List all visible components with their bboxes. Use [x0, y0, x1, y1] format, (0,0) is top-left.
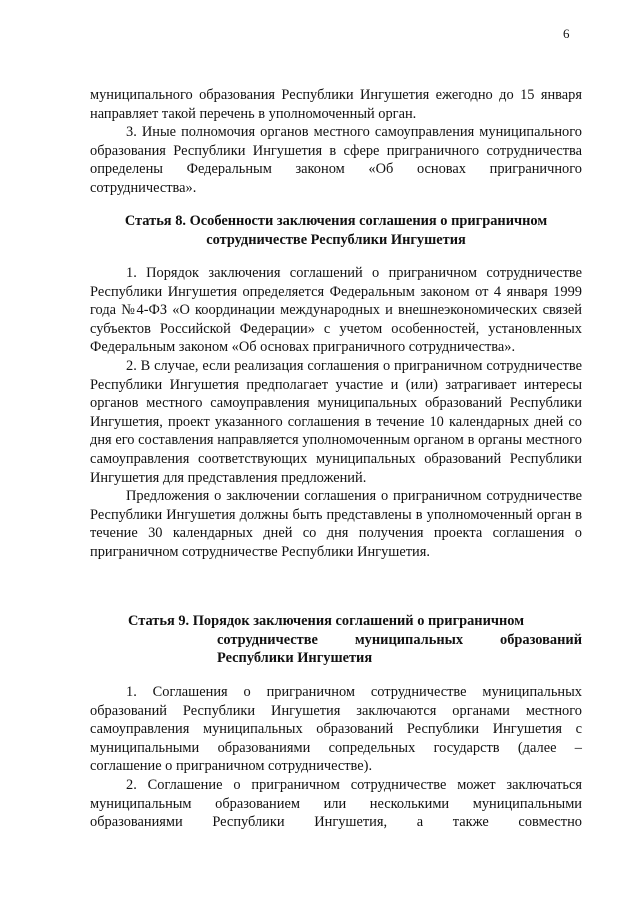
top-text-block [90, 86, 582, 198]
paragraph-item-3: 3. Иные полномочия органов местного самоуправления муниципального образования Республики Ингушетия в сфере приграничного сотрудничества определены Федеральным законом «Об основах приграничного сотрудничества». [90, 124, 582, 196]
page-number: 6 [563, 26, 570, 41]
article-9-body [90, 683, 582, 832]
article-9-heading-line-2: сотрудничестве муниципальных образований [217, 631, 582, 648]
article-8-paragraph-2: 2. В случае, если реализация соглашения о приграничном сотрудничестве Республики Ингушетия предполагает участие и (или) затрагивает интересы органов местного самоуправления муниципальных образований Республики Ингушетия, проект указанного соглашения в течение 10 календарных дней со дня его составления направляется уполномоченным органом в органы местного самоуправления соответствующих муниципальных образований Республики Ингушетия для представления предложений. [90, 357, 582, 486]
article-8-body [90, 264, 582, 562]
article-9-heading-line-1: Статья 9. Порядок заключения соглашений о приграничном [128, 613, 525, 629]
article-8-paragraph-3: Предложения о заключении соглашения о приграничном сотрудничестве Республики Ингушетия должны быть представлены в уполномоченный орган в течение 30 календарных дней со дня получения проекта соглашения о приграничном сотрудничестве Республики Ингушетия. [90, 488, 582, 560]
article-9-heading [128, 612, 582, 668]
article-8-paragraph-1: 1. Порядок заключения соглашений о приграничном сотрудничестве Республики Ингушетия определяется Федеральным законом от 4 января 1999 года №4-ФЗ «О координации международных и внешнеэкономических связей субъектов Российской Федерации» с учетом особенностей, установленных Федеральным законом «Об основах приграничного сотрудничества». [90, 265, 582, 356]
paragraph-continuation: муниципального образования Республики Ингушетия ежегодно до 15 января направляет такой перечень в уполномоченный орган. [90, 87, 582, 122]
article-9-heading-line-3: Республики Ингушетия [217, 650, 373, 667]
article-8-heading: Статья 8. Особенности заключения соглашения о приграничном сотрудничестве Республики Ингушетия [124, 213, 548, 248]
article-9-paragraph-1: 1. Соглашения о приграничном сотрудничестве муниципальных образований Республики Ингушетия заключаются органами местного самоуправления муниципальных образований Республики Ингушетия с муниципальными образованиями сопредельных государств (далее – соглашение о приграничном сотрудничестве). [90, 684, 582, 775]
article-9-paragraph-2: 2. Соглашение о приграничном сотрудничестве может заключаться муниципальным образованием или несколькими муниципальными образованиями Республики Ингушетия, а также совместно [90, 776, 582, 831]
